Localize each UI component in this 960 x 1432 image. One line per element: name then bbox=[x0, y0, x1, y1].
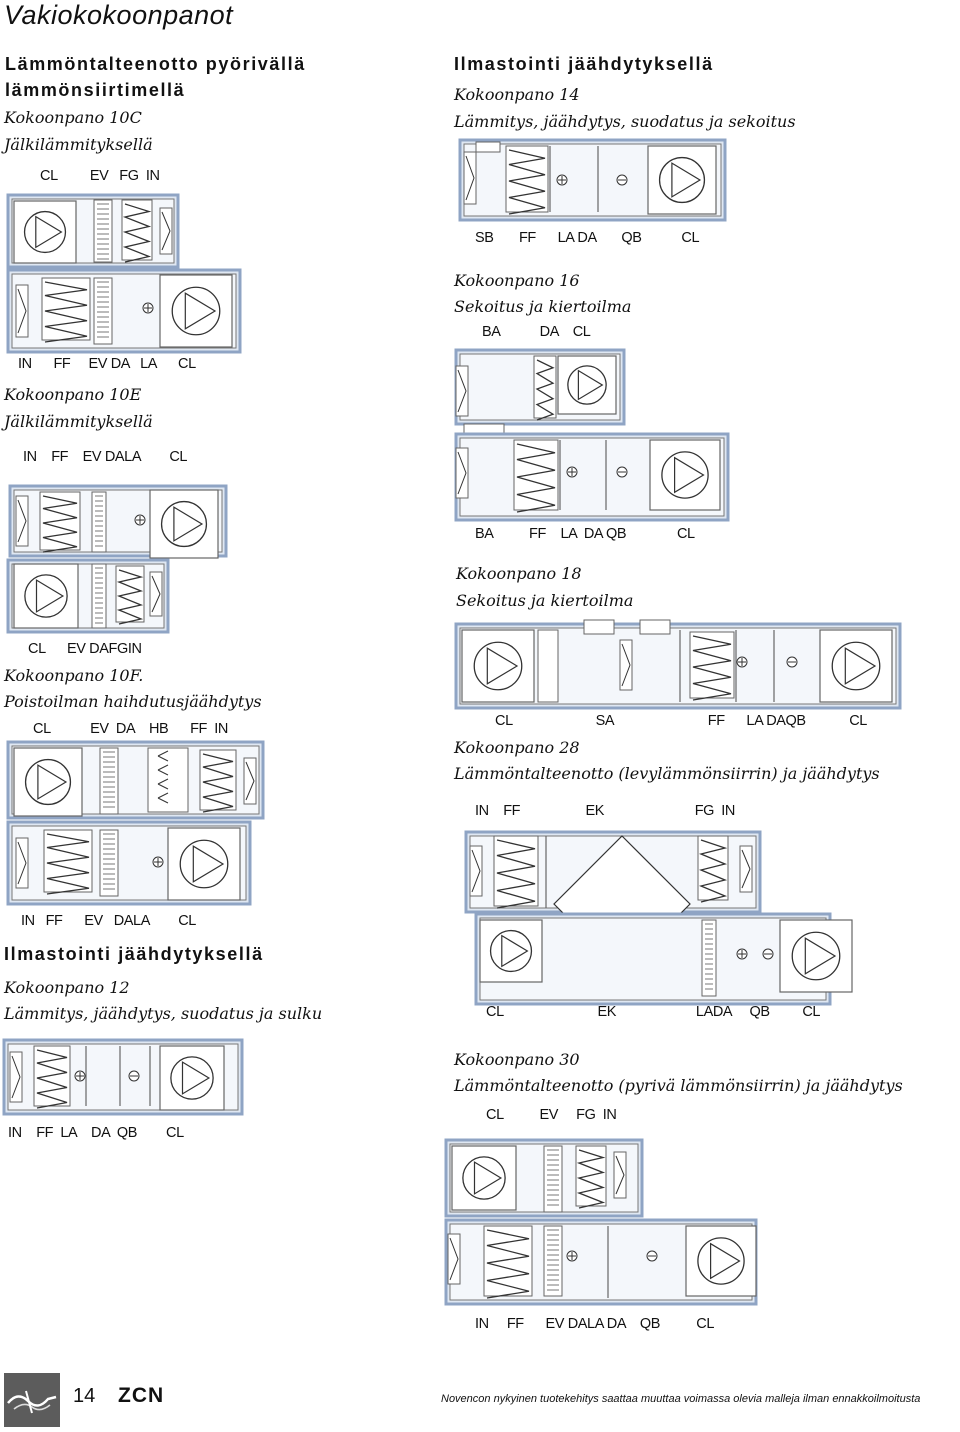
section-heading-heat-recovery-2: lämmönsiirtimellä bbox=[5, 80, 186, 100]
sound-attenuator-box bbox=[538, 630, 558, 702]
config-12-labels-bottom: IN FF LA DA QB CL bbox=[8, 1125, 184, 1141]
config-30-name: Kokoonpano 30 bbox=[454, 1050, 580, 1069]
fan-icon bbox=[25, 575, 67, 617]
config-28-labels-top: IN FF EK FG IN bbox=[475, 803, 735, 819]
config-18-desc: Sekoitus ja kiertoilma bbox=[456, 591, 634, 610]
filter-box bbox=[42, 278, 90, 340]
config-14-desc: Lämmitys, jäähdytys, suodatus ja sekoitus bbox=[454, 112, 796, 131]
fan-icon bbox=[26, 760, 71, 805]
config-10e-labels-bottom: CL EV DAFGIN bbox=[28, 641, 142, 657]
config-10f-labels-bottom: IN FF EV DALA CL bbox=[21, 913, 196, 929]
config-10c-labels-top: CL EV FG IN bbox=[40, 168, 160, 184]
config-10e-labels-top: IN FF EV DALA CL bbox=[23, 449, 188, 465]
fan-icon bbox=[180, 840, 228, 888]
config-28-desc: Lämmöntalteenotto (levylämmönsiirrin) ja jäähdytys bbox=[454, 764, 880, 783]
humidifier-box bbox=[148, 748, 188, 812]
filter-box bbox=[200, 750, 236, 810]
section-heading-cooling-left: Ilmastointi jäähdytyksellä bbox=[4, 944, 264, 964]
coil-box bbox=[544, 1226, 562, 1296]
fan-icon bbox=[832, 642, 880, 690]
fan-icon bbox=[474, 642, 522, 690]
fan-icon bbox=[171, 1057, 213, 1099]
config-10f-desc: Poistoilman haihdutusjäähdytys bbox=[4, 692, 262, 711]
config-30-labels-bottom: IN FF EV DALA DA QB CL bbox=[475, 1316, 715, 1332]
config-28-name: Kokoonpano 28 bbox=[454, 738, 580, 757]
config-18-labels-bottom: CL SA FF LA DAQB CL bbox=[495, 713, 867, 729]
config-10f-name: Kokoonpano 10F. bbox=[4, 666, 144, 685]
filter-box bbox=[576, 1146, 606, 1206]
filter-box bbox=[44, 830, 92, 892]
config-16-desc: Sekoitus ja kiertoilma bbox=[454, 297, 632, 316]
brand-name: ZCN bbox=[118, 1384, 165, 1407]
fan-icon bbox=[660, 158, 705, 203]
config-28-labels-bottom: CL EK LADA QB CL bbox=[486, 1004, 821, 1020]
fan-icon bbox=[25, 212, 66, 253]
config-30-desc: Lämmöntalteenotto (pyrivä lämmönsiirrin) ja jäähdytys bbox=[454, 1076, 903, 1095]
config-12-name: Kokoonpano 12 bbox=[4, 978, 130, 997]
fan-icon bbox=[662, 452, 708, 498]
fan-icon bbox=[162, 502, 207, 547]
footer-note: Novencon nykyinen tuotekehitys saattaa muuttaa voimassa olevia malleja ilman ennakkoilmoitusta bbox=[441, 1393, 921, 1405]
section-heading-heat-recovery-1: Lämmöntalteenotto pyörivällä bbox=[5, 54, 306, 74]
filter-box bbox=[122, 200, 152, 260]
config-18-name: Kokoonpano 18 bbox=[456, 564, 582, 583]
config-16-labels-bottom: BA FF LA DA QB CL bbox=[475, 526, 695, 542]
config-10e-name: Kokoonpano 10E bbox=[4, 385, 142, 404]
fan-icon bbox=[698, 1238, 744, 1284]
config-10e-desc: Jälkilämmityksellä bbox=[4, 412, 153, 431]
config-10c-desc: Jälkilämmityksellä bbox=[4, 135, 153, 154]
fan-icon bbox=[568, 366, 606, 404]
config-16-name: Kokoonpano 16 bbox=[454, 271, 580, 290]
company-logo bbox=[4, 1373, 60, 1427]
config-16-labels-top: BA DA CL bbox=[482, 324, 591, 340]
fan-icon bbox=[172, 287, 220, 335]
fan-icon bbox=[463, 1157, 505, 1199]
filter-box bbox=[34, 1046, 70, 1106]
mixing-damper-icon bbox=[476, 142, 500, 152]
coil-box bbox=[100, 748, 118, 814]
coil-box bbox=[100, 830, 118, 896]
coil-box bbox=[702, 920, 716, 996]
config-14-name: Kokoonpano 14 bbox=[454, 85, 580, 104]
config-10f-labels-top: CL EV DA HB FF IN bbox=[33, 721, 228, 737]
logo-wave-icon bbox=[4, 1373, 60, 1427]
section-heading-cooling-right: Ilmastointi jäähdytyksellä bbox=[454, 54, 714, 74]
config-12-desc: Lämmitys, jäähdytys, suodatus ja sulku bbox=[4, 1004, 323, 1023]
coil-box bbox=[94, 278, 112, 344]
coil-box bbox=[92, 564, 106, 628]
fan-icon bbox=[792, 932, 840, 980]
page-number: 14 bbox=[73, 1385, 96, 1407]
config-14-labels-bottom: SB FF LA DA QB CL bbox=[475, 230, 700, 246]
coil-box bbox=[544, 1146, 562, 1212]
config-30-labels-top: CL EV FG IN bbox=[486, 1107, 617, 1123]
config-10c-labels-bottom: IN FF EV DA LA CL bbox=[18, 356, 196, 372]
mixing-damper-icon bbox=[640, 620, 670, 634]
page-title: Vakiokokoonpanot bbox=[4, 0, 234, 30]
mixing-damper-icon bbox=[584, 620, 614, 634]
config-10c-name: Kokoonpano 10C bbox=[4, 108, 142, 127]
fan-icon bbox=[491, 931, 532, 972]
